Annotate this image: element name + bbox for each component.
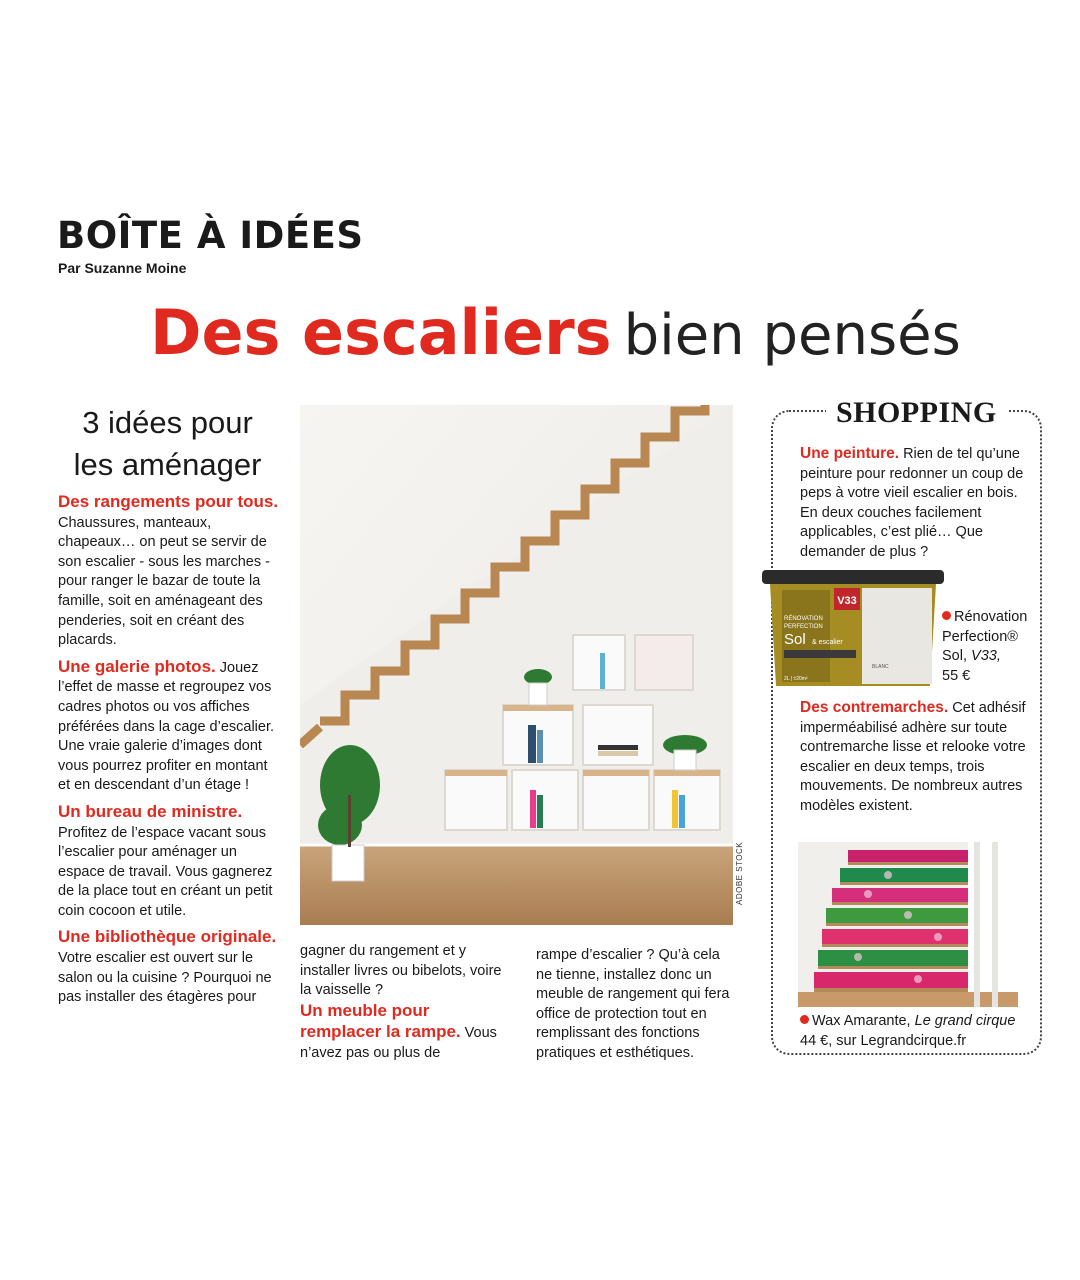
idea-heading: Un meuble pour remplacer la rampe. xyxy=(300,1000,461,1042)
bullet-dot-icon xyxy=(942,611,951,620)
idea-text: Chaussures, manteaux, chapeaux… on peut se servir de son escalier - sous les marches - pour ranger le bazar de toute la famille, soit en aménageant des penderies, soit en créant des placards. xyxy=(58,514,270,649)
idea-paragraph xyxy=(58,657,280,796)
can-line-2: PERFECTION xyxy=(784,624,823,630)
wax-risers-photo xyxy=(798,842,1018,1007)
idea-heading: Une bibliothèque originale. xyxy=(58,927,277,947)
shopping-item-text: Rien de tel qu’une peinture pour redonner un coup de peps à votre vieil escalier en bois. En deux couches facilement applicables, c’est plié… Que demander de plus ? xyxy=(800,446,1024,560)
can-line-1: RÉNOVATION xyxy=(784,616,823,622)
text-column-3 xyxy=(536,946,736,1064)
shopping-item-heading: Des contremarches. xyxy=(800,699,949,716)
text-column-2 xyxy=(300,942,510,1064)
article-title-bold: Des escaliers xyxy=(150,296,612,369)
staircase-illustration xyxy=(300,405,733,925)
text-column-1 xyxy=(58,492,280,1014)
shopping-item-heading: Une peinture. xyxy=(800,445,900,462)
section-rubric: BOÎTE À IDÉES xyxy=(57,214,364,257)
subhead-line: 3 idées pour xyxy=(82,405,253,440)
product-brand: Le grand cirque xyxy=(914,1013,1016,1029)
idea-paragraph xyxy=(536,946,736,1064)
can-volume: 2L | ±20m² xyxy=(784,676,808,682)
can-brand-label: V33 xyxy=(837,595,857,607)
idea-text: Jouez l’effet de masse et regroupez vos cadres photos ou vos affiches préférées dans la cage d’escalier. Une vraie galerie d’images dont vous pourrez profiter en montant et en descendant d’un étage ! xyxy=(58,659,275,794)
shopping-item-risers xyxy=(800,698,1030,817)
product-brand: V33, xyxy=(971,648,1001,665)
idea-paragraph xyxy=(58,492,280,651)
idea-paragraph xyxy=(58,802,280,922)
wax-stairs-illustration xyxy=(798,842,1018,1007)
can-line-3: Sol xyxy=(784,631,806,648)
product-price: 55 € xyxy=(942,667,971,684)
can-line-4: & escalier xyxy=(812,639,843,646)
idea-paragraph xyxy=(300,942,510,1001)
idea-paragraph xyxy=(58,927,280,1007)
product-name: Wax Amarante, xyxy=(812,1013,911,1029)
article-title-light: bien pensés xyxy=(623,303,961,368)
idea-heading: Des rangements pour tous. xyxy=(58,492,279,511)
shopping-item-paint xyxy=(800,444,1030,563)
can-color: BLANC xyxy=(872,664,889,670)
idea-paragraph xyxy=(300,1001,510,1064)
article-title xyxy=(150,296,961,369)
idea-heading: Une galerie photos. xyxy=(58,656,216,676)
paint-product-caption xyxy=(942,608,1042,686)
bullet-dot-icon xyxy=(800,1015,809,1024)
idea-text: Votre escalier est ouvert sur le salon ou la cuisine ? Pourquoi ne pas installer des étagères pour xyxy=(58,950,272,1006)
idea-text: Profitez de l’espace vacant sous l’escalier pour aménager un espace de travail. Vous gagnerez de la place tout en créant un petit coin cocoon et utile. xyxy=(58,824,273,919)
photo-credit: ADOBE STOCK xyxy=(735,841,744,905)
idea-text: gagner du rangement et y installer livres ou bibelots, voire la vaisselle ? xyxy=(300,943,502,999)
paint-can-image xyxy=(762,570,944,688)
staircase-photo xyxy=(300,405,733,925)
idea-text: Vous n’avez pas ou plus de xyxy=(300,1025,497,1061)
shopping-item-text: Cet adhésif imperméabilisé adhère sur toute contremarche lisse et relooke votre escalier en deux temps, trois mouvements. De nombreux autres modèles existent. xyxy=(800,700,1026,814)
intro-subhead xyxy=(60,402,275,486)
author-byline: Par Suzanne Moine xyxy=(58,260,187,276)
wax-product-caption xyxy=(800,1012,1035,1051)
idea-heading: Un bureau de ministre. xyxy=(58,801,243,821)
product-price: 44 €, sur Legrandcirque.fr xyxy=(800,1032,967,1049)
subhead-line: les aménager xyxy=(73,447,262,482)
product-name: Rénovation Perfection® Sol, xyxy=(942,609,1028,665)
idea-text: rampe d’escalier ? Qu’à cela ne tienne, installez donc un meuble de rangement qui fera office de protection tout en remplissant des fonctions pratiques et esthétiques. xyxy=(536,947,730,1061)
shopping-title: SHOPPING xyxy=(826,396,1007,430)
paint-can-illustration xyxy=(762,570,944,688)
